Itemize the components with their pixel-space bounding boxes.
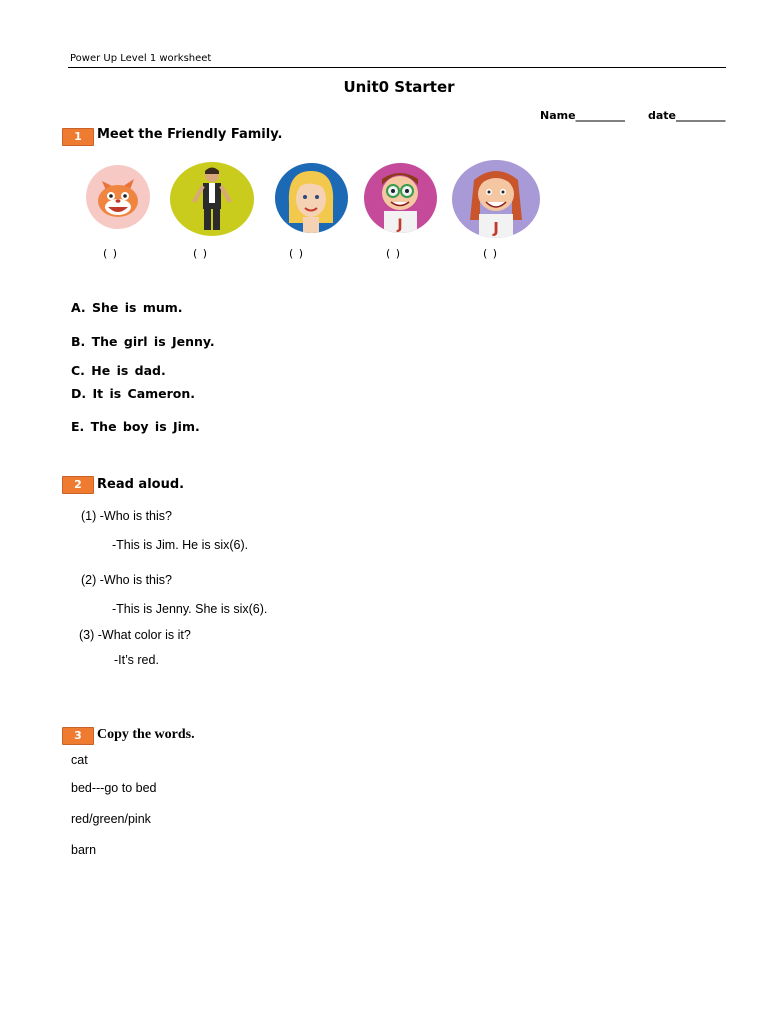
section-3-badge: 3 — [62, 727, 94, 745]
option-d: D. It is Cameron. — [71, 386, 196, 401]
answer-blank[interactable]: ( ) — [103, 247, 119, 260]
svg-text:J: J — [397, 217, 403, 233]
mum-icon — [275, 163, 348, 233]
section-2-badge: 2 — [62, 476, 94, 494]
answer-blank[interactable]: ( ) — [483, 247, 499, 260]
girl-icon — [452, 160, 540, 238]
page-title: Unit0 Starter — [343, 78, 455, 96]
copy-word: cat — [71, 753, 88, 767]
option-b: B. The girl is Jenny. — [71, 334, 215, 349]
dialogue-line: -This is Jim. He is six(6). — [112, 538, 249, 552]
option-a: A. She is mum. — [71, 300, 183, 315]
answer-blank[interactable]: ( ) — [193, 247, 209, 260]
answer-blank[interactable]: ( ) — [289, 247, 305, 260]
dialogue-line: (3) -What color is it? — [79, 628, 191, 642]
svg-text:J: J — [493, 219, 499, 237]
dialogue-line: (2) -Who is this? — [81, 573, 172, 587]
copy-word: barn — [71, 843, 97, 857]
option-c: C. He is dad. — [71, 363, 166, 378]
worksheet-header: Power Up Level 1 worksheet — [70, 53, 212, 64]
answer-blank[interactable]: ( ) — [386, 247, 402, 260]
option-e: E. The boy is Jim. — [71, 419, 200, 434]
dialogue-line: -It’s red. — [114, 653, 159, 667]
section-3-title: Copy the words. — [97, 727, 195, 742]
dialogue-line: (1) -Who is this? — [81, 509, 172, 523]
cat-icon — [86, 165, 150, 229]
header-divider — [68, 67, 726, 68]
dialogue-line: -This is Jenny. She is six(6). — [112, 602, 268, 616]
copy-word: bed---go to bed — [71, 781, 157, 795]
name-field: Name_________ — [540, 109, 626, 122]
date-field: date_________ — [648, 109, 726, 122]
section-1-badge: 1 — [62, 128, 94, 146]
copy-word: red/green/pink — [71, 812, 151, 826]
section-2-title: Read aloud. — [97, 477, 185, 492]
boy-icon — [364, 163, 437, 233]
section-1-title: Meet the Friendly Family. — [97, 127, 283, 142]
dad-icon — [170, 162, 254, 236]
